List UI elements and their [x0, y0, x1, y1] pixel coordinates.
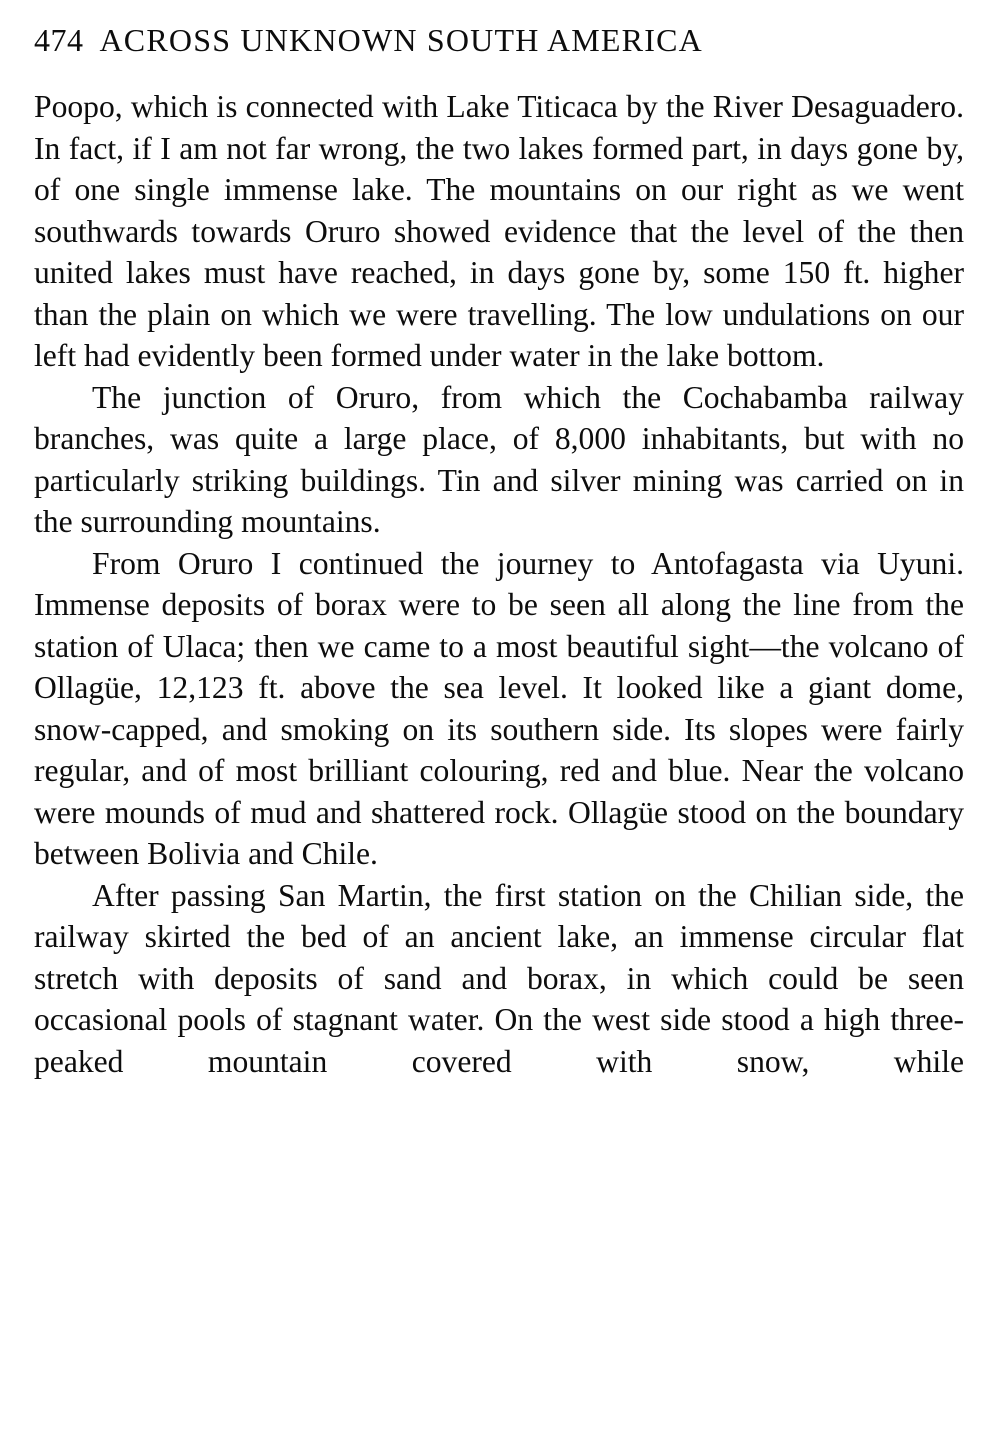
running-head — [34, 22, 964, 70]
paragraph-san-martin: After passing San Martin, the first station on the Chilian side, the railway skirted the bed of an ancient lake, an immense circular flat stretch with deposits of sand and borax, in which could be seen occasional pools of stagnant water. On the west side stood a high three-peaked mountain covered with snow, while — [34, 877, 964, 1079]
running-title: ACROSS UNKNOWN SOUTH AMERICA — [99, 22, 703, 58]
book-page — [34, 22, 964, 1082]
page-number: 474 — [34, 22, 84, 58]
paragraph-continued: Poopo, which is connected with Lake Titicaca by the River Desaguadero. In fact, if I am not far wrong, the two lakes formed part, in days gone by, of one single immense lake. The mountains on our right as we went southwards towards Oruro showed evidence that the level of the then united lakes must have reached, in days gone by, some 150 ft. higher than the plain on which we were travelling. The low undulations on our left had evidently been formed under water in the lake bottom. — [34, 89, 964, 373]
body-text — [34, 86, 964, 1082]
paragraph-oruro-junction: The junction of Oruro, from which the Cochabamba railway branches, was quite a large place, of 8,000 inhabitants, but with no particularly striking buildings. Tin and silver mining was carried on in the surrounding mountains. — [34, 379, 964, 539]
paragraph-ollague-volcano: From Oruro I continued the journey to Antofagasta via Uyuni. Immense deposits of borax were to be seen all along the line from the station of Ulaca; then we came to a most beautiful sight—the volcano of Ollagüe, 12,123 ft. above the sea level. It looked like a giant dome, snow-capped, and smoking on its southern side. Its slopes were fairly regular, and of most brilliant colouring, red and blue. Near the volcano were mounds of mud and shattered rock. Ollagüe stood on the boundary between Bolivia and Chile. — [34, 545, 964, 871]
